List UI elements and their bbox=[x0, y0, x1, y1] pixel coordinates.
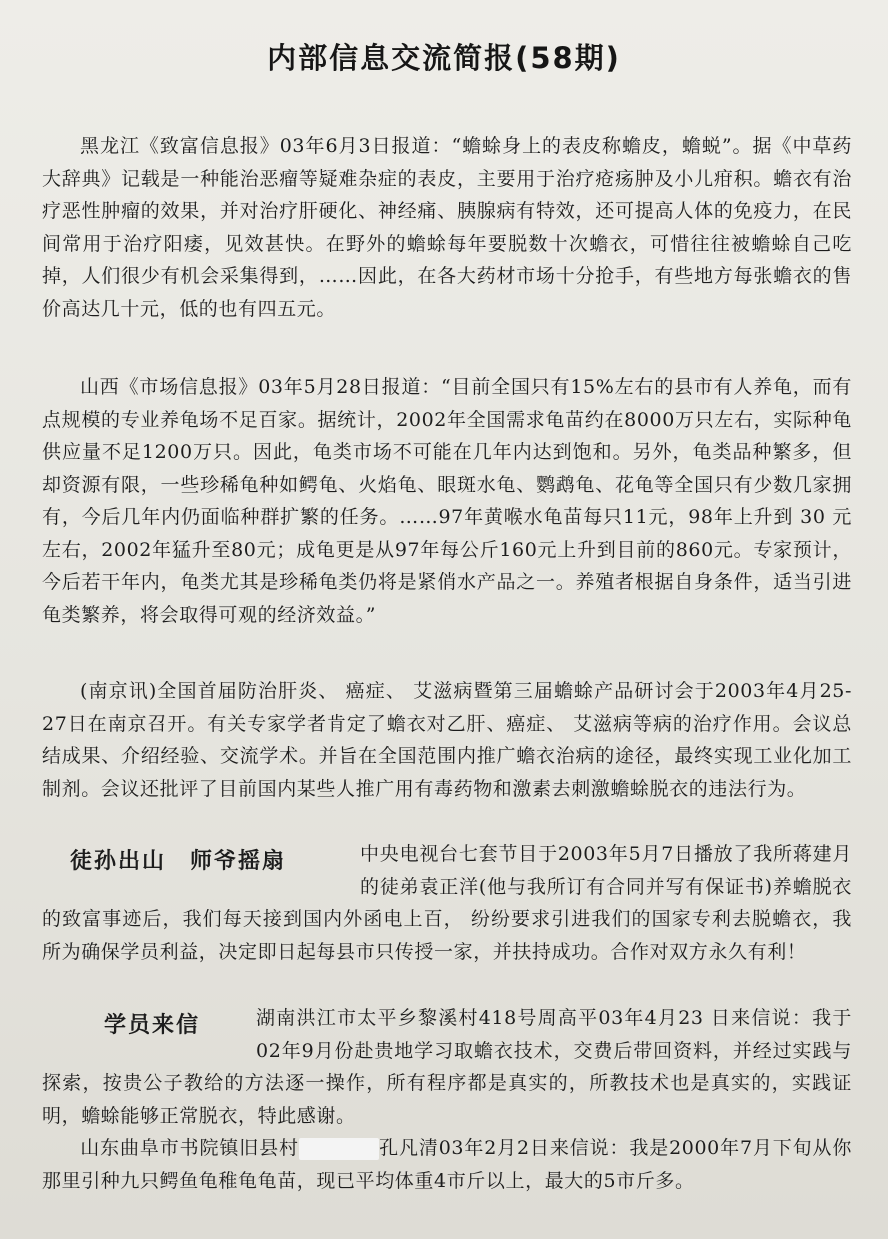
article-zhifu-report bbox=[42, 130, 852, 325]
section-heading: 徒孙出山 师爷摇扇 bbox=[70, 849, 287, 874]
letter-kong-fanqing bbox=[42, 1132, 852, 1197]
article-market-report bbox=[42, 371, 852, 631]
section-student-letters bbox=[42, 1002, 852, 1197]
article-paragraph: 黑龙江《致富信息报》03年6月3日报道：“蟾蜍身上的表皮称蟾皮，蟾蜕”。据《中草药大辞典》记载是一种能治恶瘤等疑难杂症的表皮，主要用于治疗疮疡肿及小儿疳积。蟾衣有治疗恶性肿瘤的效果，并对治疗肝硬化、神经痛、胰腺病有特效，还可提高人体的免疫力，在民间常用于治疗阳痿，见效甚快。在野外的蟾蜍每年要脱数十次蟾衣，可惜往往被蟾蜍自己吃掉，人们很少有机会采集得到，……因此，在各大药材市场十分抢手，有些地方每张蟾衣的售价高达几十元，低的也有四五元。 bbox=[42, 135, 852, 320]
section-apprentice bbox=[42, 838, 852, 968]
letter-text-after: 孔凡清03年2月2日来信说：我是2000年7月下旬从你那里引种九只鳄鱼龟稚龟龟苗，现已平均体重4市斤以上，最大的5市斤多。 bbox=[42, 1137, 852, 1192]
section-body: 中央电视台七套节目于2003年5月7日播放了我所蒋建月的徒弟袁正洋(他与我所订有合同并写有保证书)养蟾脱衣的致富事迹后，我们每天接到国内外函电上百， 纷纷要求引进我们的国家专利去脱蟾衣，我所为确保学员利益，决定即日起每县市只传授一家，并扶持成功。合作对双方永久有利！ bbox=[42, 843, 852, 963]
article-paragraph: (南京讯)全国首届防治肝炎、 癌症、 艾滋病暨第三届蟾蜍产品研讨会于2003年4月25-27日在南京召开。有关专家学者肯定了蟾衣对乙肝、癌症、 艾滋病等病的治疗作用。会议总结成果、介绍经验、交流学术。并旨在全国范围内推广蟾衣治病的途径，最终实现工业化加工制剂。会议还批评了目前国内某些人推广用有毒药物和激素去刺激蟾蜍脱衣的违法行为。 bbox=[42, 680, 852, 800]
redaction-mark bbox=[299, 1138, 379, 1160]
article-paragraph: 山西《市场信息报》03年5月28日报道：“目前全国只有15%左右的县市有人养龟，而有点规模的专业养龟场不足百家。据统计，2002年全国需求龟苗约在8000万只左右，实际种龟供应量不足1200万只。因此，龟类市场不可能在几年内达到饱和。另外，龟类品种繁多，但却资源有限，一些珍稀龟种如鳄龟、火焰龟、眼斑水龟、鹦鹉龟、花龟等全国只有少数几家拥有，今后几年内仍面临种群扩繁的任务。……97年黄喉水龟苗每只11元，98年上升到 30 元左右，2002年猛升至80元；成龟更是从97年每公斤160元上升到目前的860元。专家预计，今后若干年内，龟类尤其是珍稀龟类仍将是紧俏水产品之一。养殖者根据自身条件，适当引进龟类繁养，将会取得可观的经济效益。” bbox=[42, 376, 852, 626]
article-nanjing-conference bbox=[42, 675, 852, 805]
newsletter-title: 内部信息交流简报(58期) bbox=[267, 41, 621, 75]
letter-zhou-gaoping: 湖南洪江市太平乡黎溪村418号周高平03年4月23 日来信说：我于02年9月份赴贵地学习取蟾衣技术，交费后带回资料，并经过实践与探索，按贵公子教给的方法逐一操作，所有程序都是真实的，所教技术也是真实的，实践证明，蟾蜍能够正常脱衣，特此感谢。 bbox=[42, 1007, 852, 1127]
letter-text-before: 山东曲阜市书院镇旧县村 bbox=[80, 1137, 299, 1159]
section-heading: 学员来信 bbox=[104, 1013, 201, 1038]
